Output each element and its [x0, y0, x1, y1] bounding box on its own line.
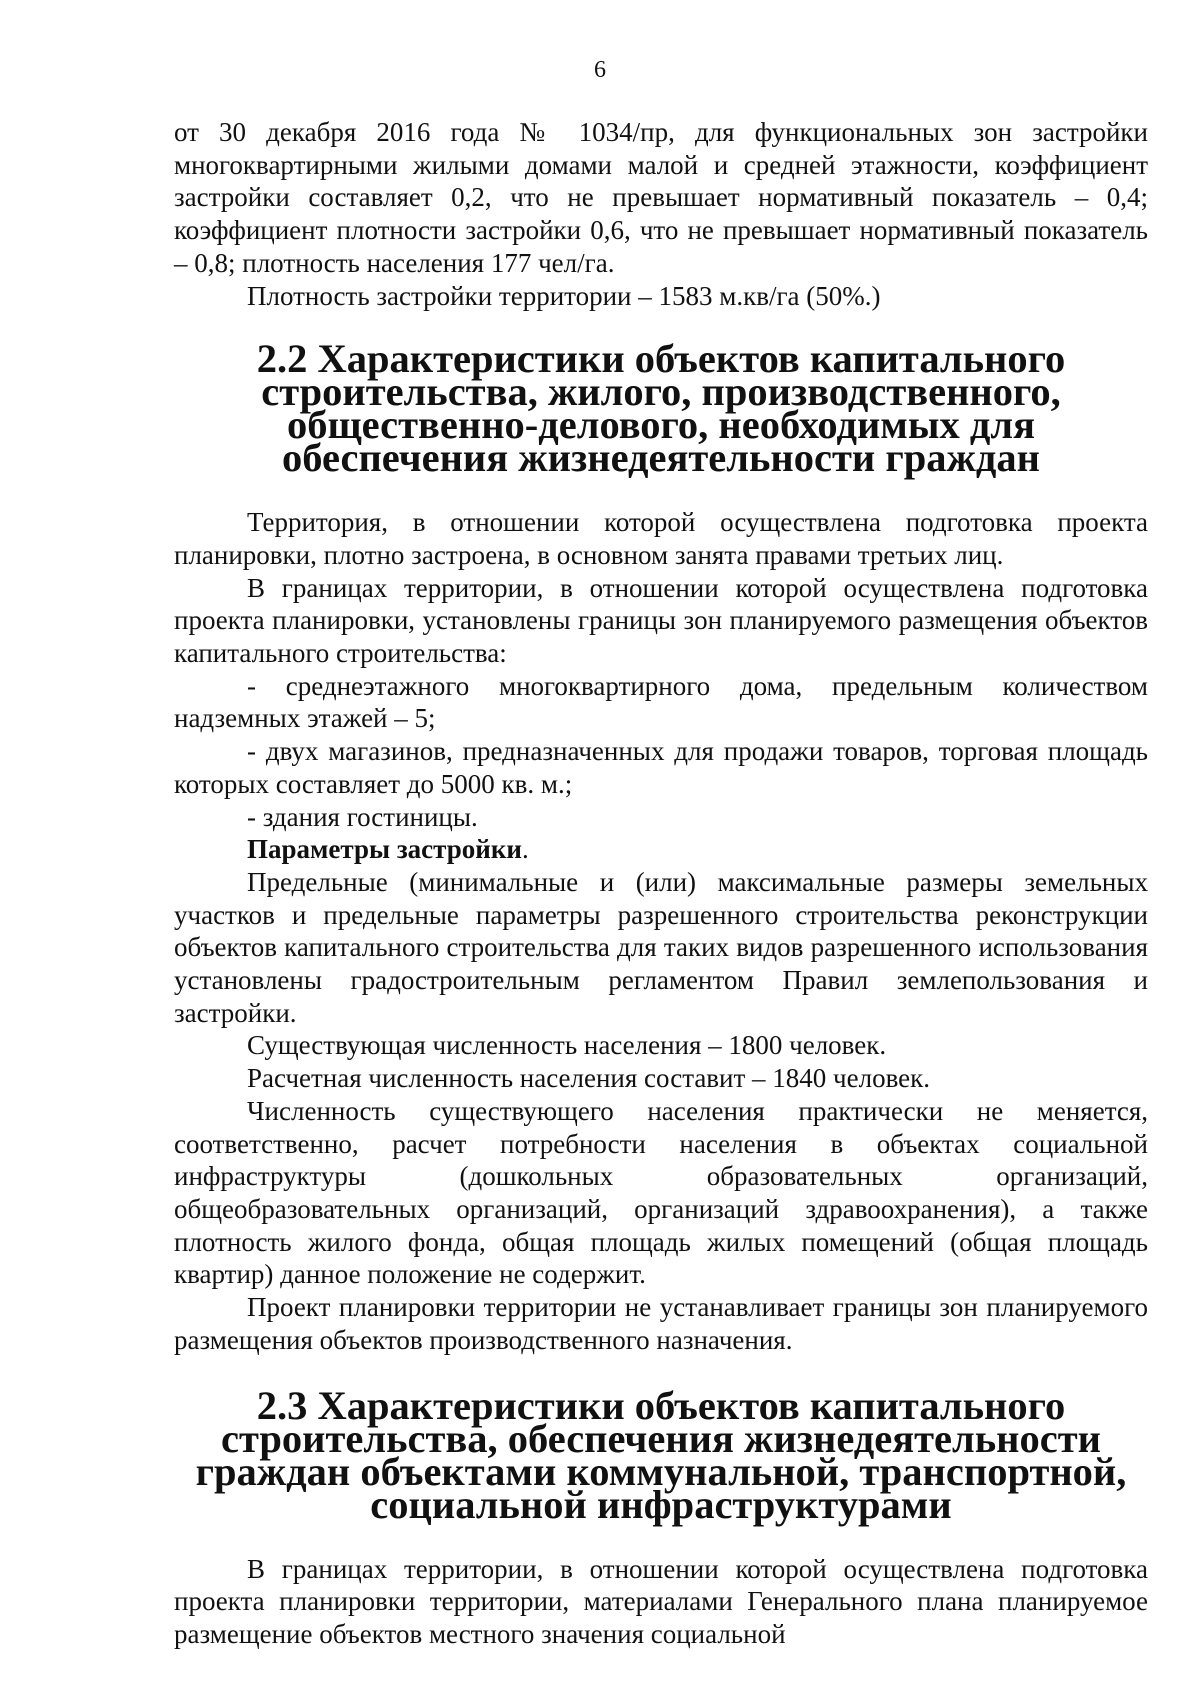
list-item: - здания гостиницы.: [247, 801, 478, 832]
params-dot: .: [521, 834, 529, 865]
params-title: Параметры застройки: [247, 834, 522, 865]
section-2-2-paragraph-7: Проект планировки территории не устанавливает границы зон планируемого размещения объектов производственного назначения.: [174, 1292, 1148, 1355]
list-item: - среднеэтажного многоквартирного дома, предельным количеством надземных этажей – 5;: [174, 670, 1148, 734]
section-2-2-paragraph-5: Расчетная численность населения составит – 1840 человек.: [247, 1063, 931, 1094]
section-2-2-paragraph-3: Предельные (минимальные и (или) максимальные размеры земельных участков и предельные параметры разрешенного строительства реконструкции объектов капитального строительства для таких видов разрешенного использования установлены градостроительным регламентом Правил землепользования и застройки.: [174, 866, 1148, 1028]
page-number: 6: [594, 57, 606, 83]
intro-paragraph-2: Плотность застройки территории – 1583 м.кв/га (50%.): [247, 280, 881, 311]
section-2-2-heading: 2.2 Характеристики объектов капитального строительства, жилого, производственного, общественно-делового, необходимых для обеспечения жизнедеятельности граждан: [256, 336, 1066, 481]
list-item: - двух магазинов, предназначенных для продажи товаров, торговая площадь которых составляет до 5000 кв. м.;: [174, 736, 1148, 799]
section-2-2-paragraph-4: Существующая численность населения – 1800 человек.: [247, 1030, 887, 1061]
intro-paragraph-1: от 30 декабря 2016 года № 1034/пр, для функциональных зон застройки многоквартирными жилыми домами малой и средней этажности, коэффициент застройки составляет 0,2, что не превышает нормативный показатель – 0,4; коэффициент плотности застройки 0,6, что не превышает нормативный показатель – 0,8; плотность населения 177 чел/га.: [174, 117, 1148, 278]
section-2-2-paragraph-1: Территория, в отношении которой осуществлена подготовка проекта планировки, плотно застроена, в основном занята правами третьих лиц.: [174, 507, 1148, 570]
section-2-3-paragraph-1: В границах территории, в отношении которой осуществлена подготовка проекта планировки территории, материалами Генерального плана планируемое размещение объектов местного значения социальной: [174, 1553, 1148, 1649]
section-2-3-heading: 2.3 Характеристики объектов капитального строительства, обеспечения жизнедеятельности граждан объектами коммунальной, транспортной, социальной инфраструктурами: [195, 1382, 1127, 1527]
section-2-2-paragraph-2: В границах территории, в отношении которой осуществлена подготовка проекта планировки, установлены границы зон планируемого размещения объектов капитального строительства:: [174, 572, 1148, 669]
params-line: [174, 833, 1148, 866]
section-2-2-paragraph-6: Численность существующего населения практически не меняется, соответственно, расчет потребности населения в объектах социальной инфраструктуры (дошкольных образовательных организаций, общеобразовательных организаций, организаций здравоохранения), а также плотность жилого фонда, общая площадь жилых помещений (общая площадь квартир) данное положение не содержит.: [174, 1095, 1148, 1290]
page-content: [174, 116, 1148, 1651]
